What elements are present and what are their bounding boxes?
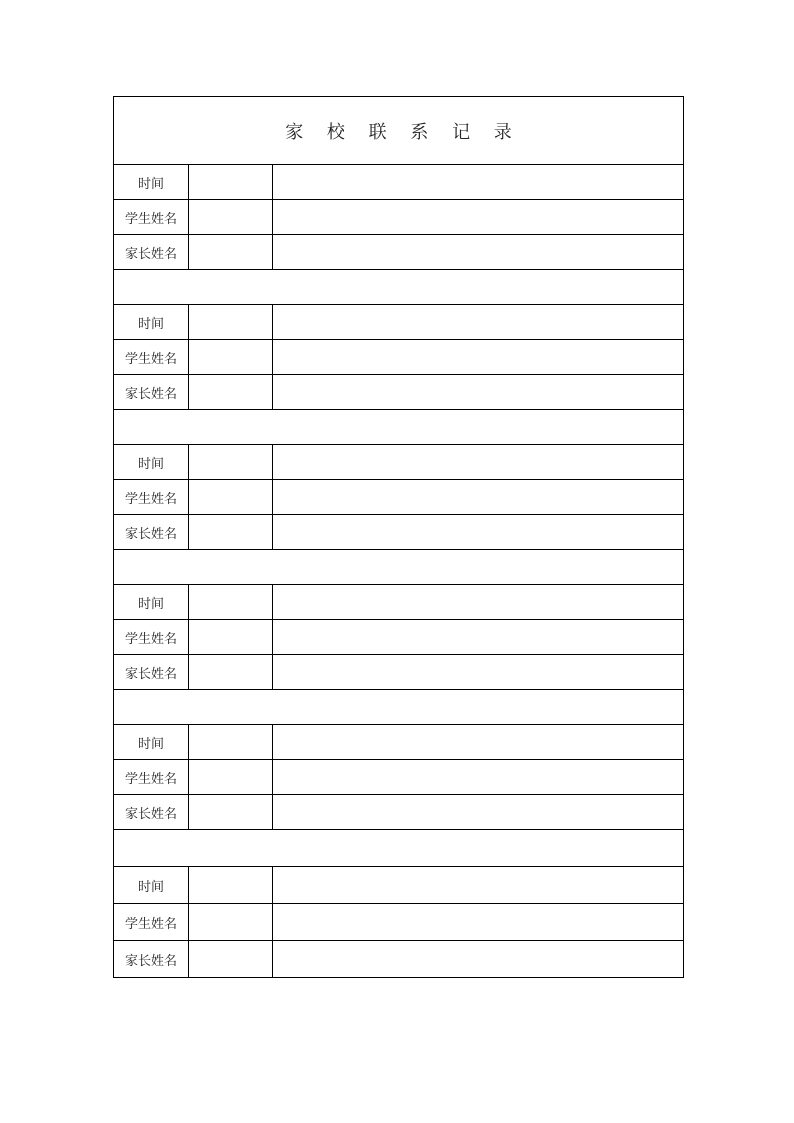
- student-notes-field[interactable]: [273, 760, 684, 795]
- record-row: [114, 725, 684, 760]
- separator-cell[interactable]: [114, 550, 684, 585]
- student-notes-field[interactable]: [273, 200, 684, 235]
- record-row: [114, 235, 684, 270]
- time-notes-field[interactable]: [273, 445, 684, 480]
- parent-name-label: 家长姓名: [114, 941, 189, 978]
- record-separator-row: [114, 690, 684, 725]
- page-title: 家 校 联 系 记 录: [114, 97, 684, 165]
- record-row: [114, 515, 684, 550]
- parent-name-field[interactable]: [189, 941, 273, 978]
- student-name-field[interactable]: [189, 904, 273, 941]
- parent-name-field[interactable]: [189, 375, 273, 410]
- parent-notes-field[interactable]: [273, 375, 684, 410]
- record-separator-row: [114, 410, 684, 445]
- parent-notes-field[interactable]: [273, 235, 684, 270]
- time-label: 时间: [114, 165, 189, 200]
- record-row: [114, 375, 684, 410]
- record-separator-row: [114, 830, 684, 867]
- record-row: [114, 165, 684, 200]
- record-row: [114, 904, 684, 941]
- time-value-field[interactable]: [189, 305, 273, 340]
- separator-cell[interactable]: [114, 270, 684, 305]
- parent-name-field[interactable]: [189, 655, 273, 690]
- student-name-field[interactable]: [189, 480, 273, 515]
- record-row: [114, 480, 684, 515]
- time-value-field[interactable]: [189, 165, 273, 200]
- parent-name-field[interactable]: [189, 235, 273, 270]
- student-name-field[interactable]: [189, 620, 273, 655]
- student-name-label: 学生姓名: [114, 480, 189, 515]
- time-notes-field[interactable]: [273, 585, 684, 620]
- time-label: 时间: [114, 585, 189, 620]
- parent-name-field[interactable]: [189, 795, 273, 830]
- record-separator-row: [114, 550, 684, 585]
- record-row: [114, 620, 684, 655]
- student-name-label: 学生姓名: [114, 200, 189, 235]
- separator-cell[interactable]: [114, 830, 684, 867]
- time-notes-field[interactable]: [273, 165, 684, 200]
- separator-cell[interactable]: [114, 690, 684, 725]
- separator-cell[interactable]: [114, 410, 684, 445]
- record-row: [114, 585, 684, 620]
- time-notes-field[interactable]: [273, 725, 684, 760]
- record-row: [114, 340, 684, 375]
- student-name-field[interactable]: [189, 200, 273, 235]
- parent-notes-field[interactable]: [273, 515, 684, 550]
- time-value-field[interactable]: [189, 585, 273, 620]
- time-label: 时间: [114, 725, 189, 760]
- record-row: [114, 941, 684, 978]
- time-value-field[interactable]: [189, 445, 273, 480]
- parent-notes-field[interactable]: [273, 941, 684, 978]
- contact-record-form: [113, 96, 684, 978]
- parent-name-label: 家长姓名: [114, 655, 189, 690]
- student-name-label: 学生姓名: [114, 760, 189, 795]
- student-notes-field[interactable]: [273, 904, 684, 941]
- student-name-label: 学生姓名: [114, 620, 189, 655]
- parent-name-label: 家长姓名: [114, 375, 189, 410]
- student-name-field[interactable]: [189, 340, 273, 375]
- time-value-field[interactable]: [189, 725, 273, 760]
- record-row: [114, 305, 684, 340]
- parent-name-label: 家长姓名: [114, 795, 189, 830]
- parent-notes-field[interactable]: [273, 655, 684, 690]
- time-notes-field[interactable]: [273, 305, 684, 340]
- student-notes-field[interactable]: [273, 340, 684, 375]
- record-row: [114, 655, 684, 690]
- student-notes-field[interactable]: [273, 480, 684, 515]
- student-name-label: 学生姓名: [114, 904, 189, 941]
- record-row: [114, 760, 684, 795]
- parent-notes-field[interactable]: [273, 795, 684, 830]
- student-notes-field[interactable]: [273, 620, 684, 655]
- student-name-label: 学生姓名: [114, 340, 189, 375]
- parent-name-field[interactable]: [189, 515, 273, 550]
- parent-name-label: 家长姓名: [114, 515, 189, 550]
- parent-name-label: 家长姓名: [114, 235, 189, 270]
- time-label: 时间: [114, 305, 189, 340]
- record-row: [114, 795, 684, 830]
- record-row: [114, 867, 684, 904]
- time-value-field[interactable]: [189, 867, 273, 904]
- record-separator-row: [114, 270, 684, 305]
- time-label: 时间: [114, 867, 189, 904]
- record-row: [114, 445, 684, 480]
- record-row: [114, 200, 684, 235]
- student-name-field[interactable]: [189, 760, 273, 795]
- time-label: 时间: [114, 445, 189, 480]
- time-notes-field[interactable]: [273, 867, 684, 904]
